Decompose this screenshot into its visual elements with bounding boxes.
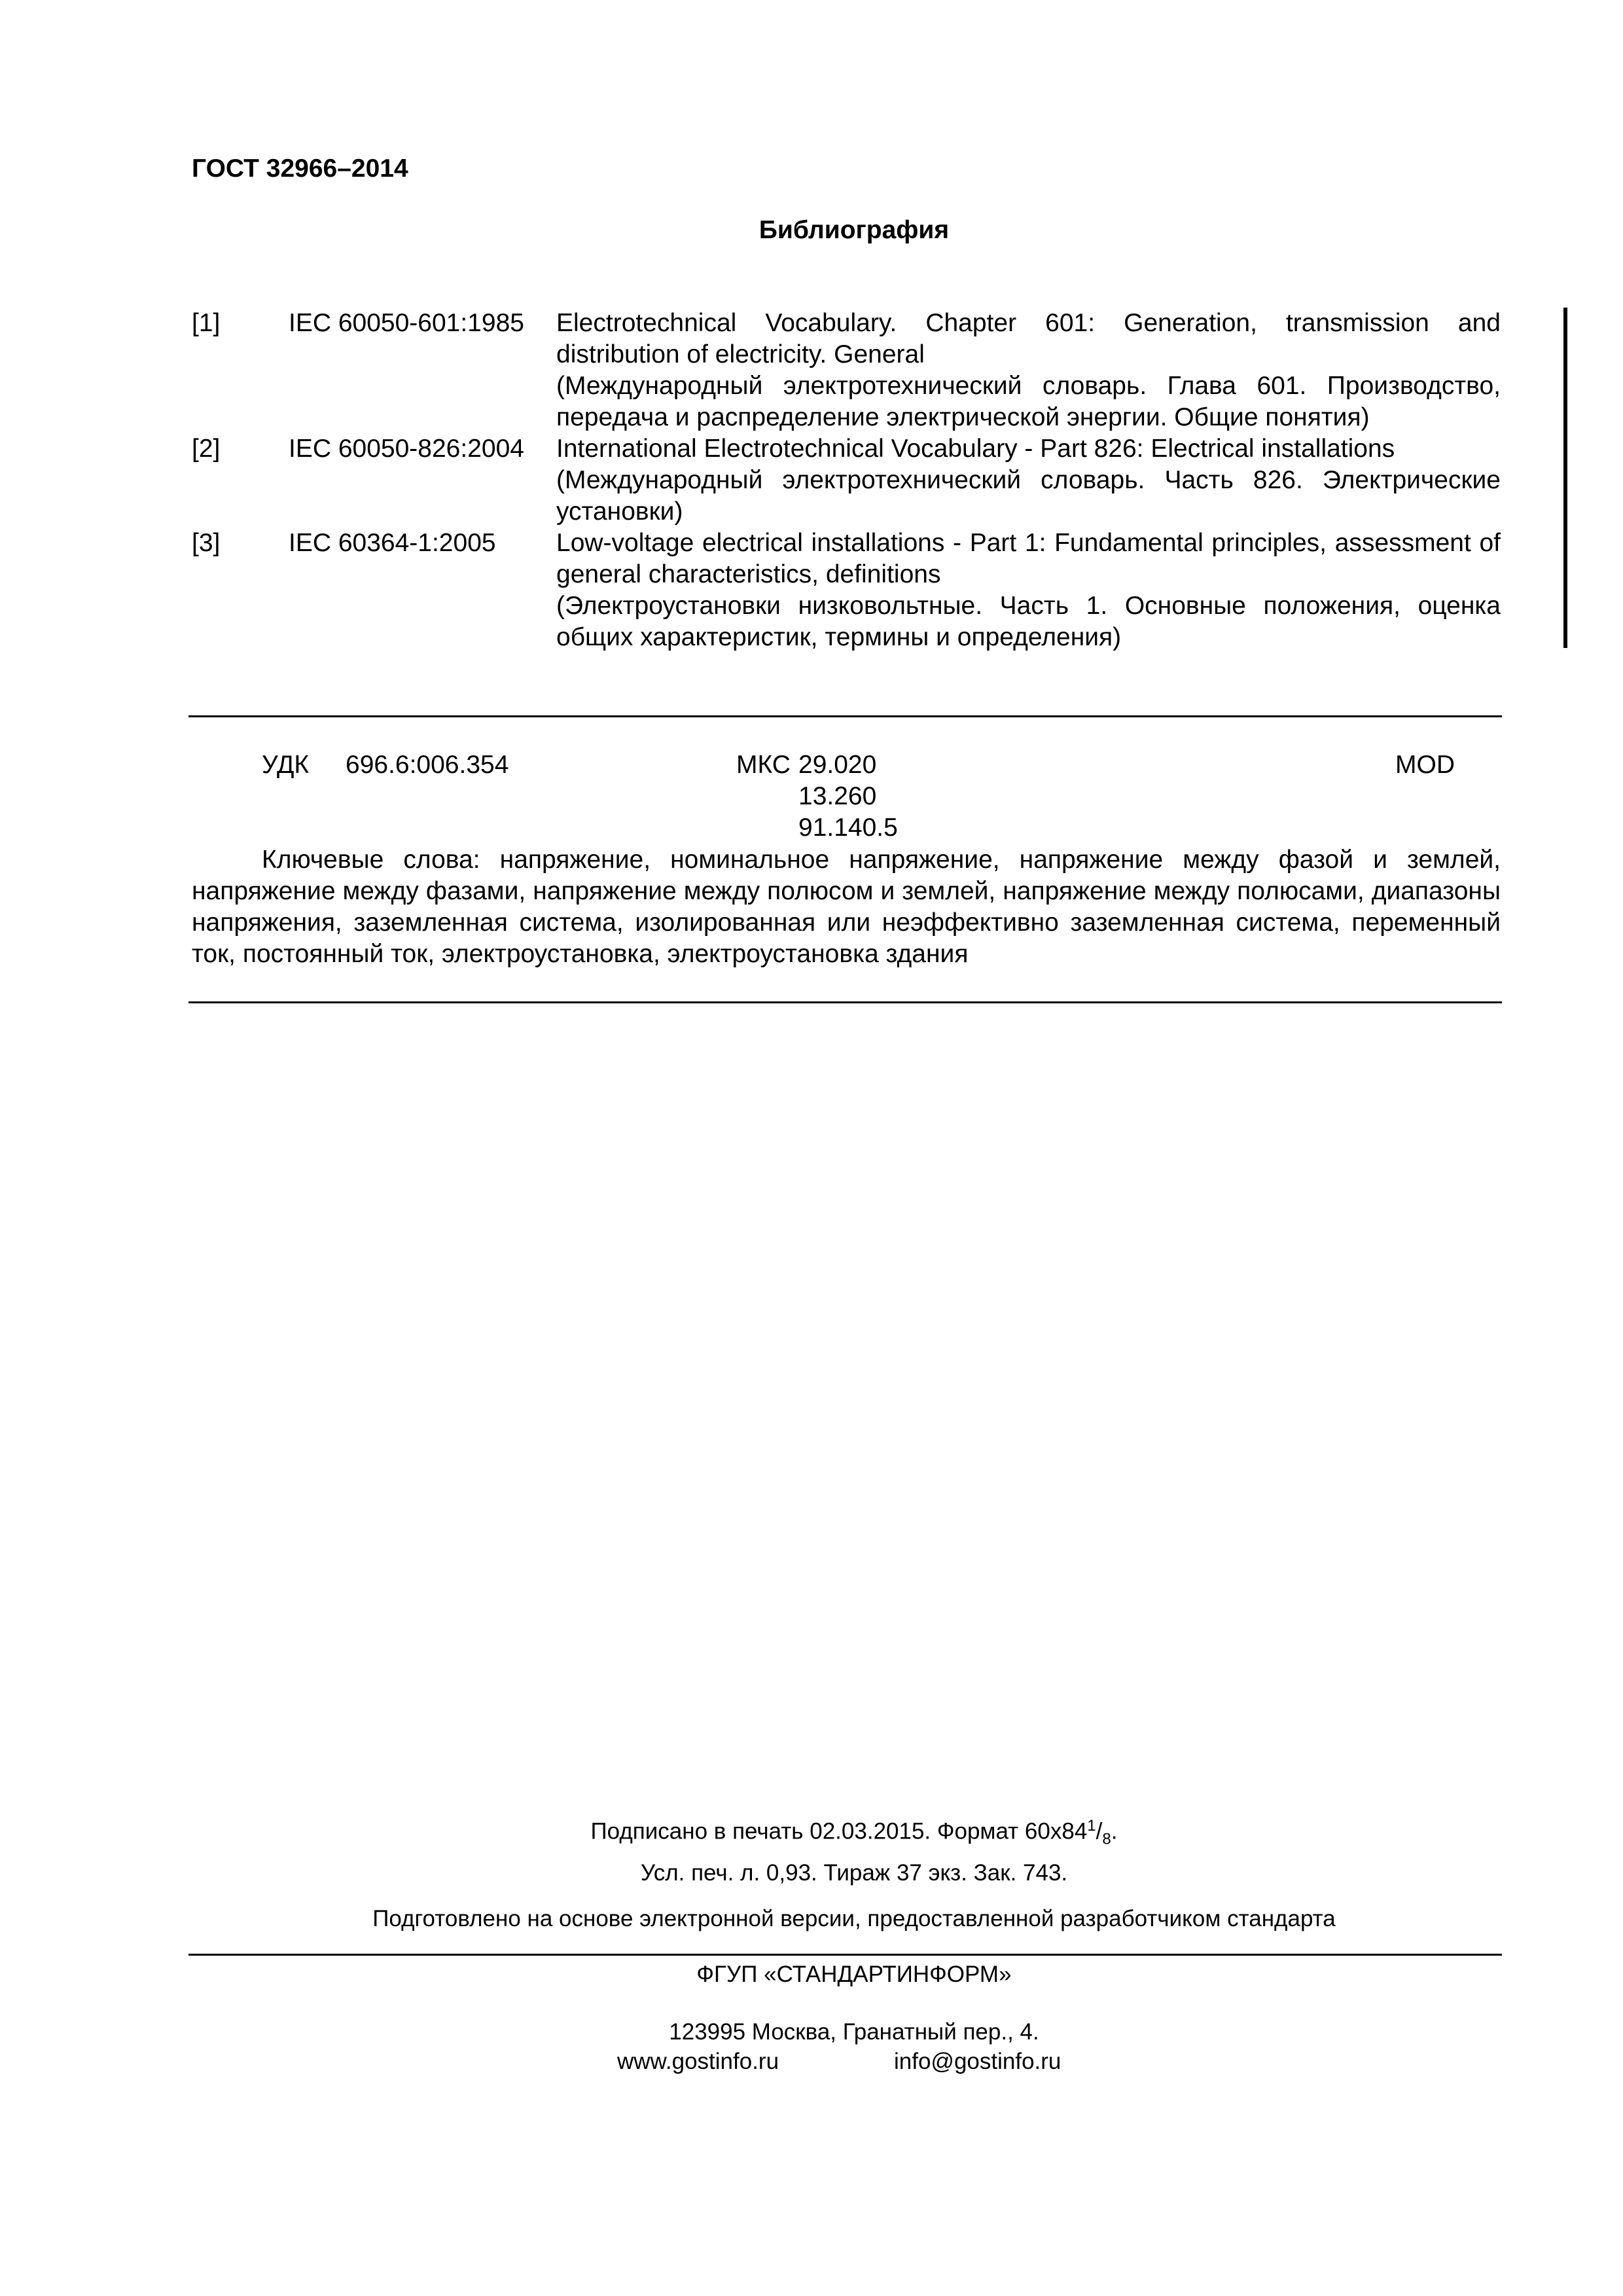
bibliography-entry xyxy=(192,528,1501,653)
imprint-prepared: Подготовлено на основе электронной версии, предоставленной разработчиком стандарта xyxy=(372,1906,1336,1931)
bibliography-title-ru: (Международный электротехнический словарь. Глава 601. Производство, передача и распределение электрической энергии. Общие понятия) xyxy=(556,372,1501,431)
divider-top xyxy=(188,715,1502,717)
mks-value: 29.020 xyxy=(798,751,877,779)
imprint-publisher: ФГУП «СТАНДАРТИНФОРМ» xyxy=(696,1962,1012,1987)
imprint-email: info@gostinfo.ru xyxy=(894,2049,1061,2074)
imprint-print-info: Усл. печ. л. 0,93. Тираж 37 экз. Зак. 743. xyxy=(640,1860,1068,1886)
section-title: Библиография xyxy=(758,216,950,244)
bibliography-code: IEC 60364-1:2005 xyxy=(289,529,496,557)
bibliography-title-ru: (Электроустановки низковольтные. Часть 1. Основные положения, оценка общих характеристик, термины и определения) xyxy=(556,592,1501,651)
bibliography-code: IEC 60050-601:1985 xyxy=(289,309,524,337)
udk-value: 696.6:006.354 xyxy=(346,751,509,779)
bibliography-title-en: Low-voltage electrical installations - Part 1: Fundamental principles, assessment of general characteristics, definitions xyxy=(556,529,1501,588)
bibliography-title-en: Electrotechnical Vocabulary. Chapter 601: Generation, transmission and distribution of electricity. General xyxy=(556,309,1501,368)
bibliography-title-en: International Electrotechnical Vocabulary - Part 826: Electrical installations xyxy=(556,435,1395,463)
bibliography-number: [3] xyxy=(192,529,221,557)
mks-values xyxy=(798,749,898,844)
keywords-paragraph: Ключевые слова: напряжение, номинальное напряжение, напряжение между фазой и землей, напряжение между фазами, напряжение между полюсом и землей, напряжение между полюсами, диапазоны напряжения, заземленная система, изолированная или неэффективно заземленная система, переменный ток, постоянный ток, электроустановка, электроустановка здания xyxy=(192,846,1501,968)
mks-value: 13.260 xyxy=(798,782,877,810)
divider-publisher xyxy=(188,1954,1502,1956)
imprint-signed-text: Подписано в печать 02.03.2015. Формат 60х84 xyxy=(590,1818,1088,1844)
change-margin-bar xyxy=(1563,308,1567,648)
udk-label: УДК xyxy=(262,751,310,779)
format-fraction-denominator: 8 xyxy=(1102,1830,1111,1848)
mks-label: МКС xyxy=(736,751,791,779)
bibliography-number: [2] xyxy=(192,435,221,463)
divider-bottom xyxy=(188,1001,1502,1003)
bibliography-entry xyxy=(192,308,1501,433)
bibliography-list xyxy=(192,308,1501,653)
imprint-signed: Подписано в печать 02.03.2015. Формат $60х84^1/_8$. xyxy=(590,1817,1118,1848)
imprint-website: www.gostinfo.ru xyxy=(617,2049,779,2074)
page-header-standard-code: ГОСТ 32966–2014 xyxy=(192,154,408,183)
bibliography-code: IEC 60050-826:2004 xyxy=(289,435,524,463)
bibliography-entry xyxy=(192,433,1501,528)
mks-value: 91.140.5 xyxy=(798,814,898,842)
mod-label: MOD xyxy=(1395,751,1455,779)
bibliography-number: [1] xyxy=(192,309,221,337)
format-fraction-numerator: 1 xyxy=(1087,1817,1096,1835)
bibliography-title-ru: (Международный электротехнический словарь. Часть 826. Электрические установки) xyxy=(556,466,1501,526)
imprint-signed-end: . xyxy=(1111,1818,1118,1844)
imprint-address: 123995 Москва, Гранатный пер., 4. xyxy=(669,2019,1039,2045)
